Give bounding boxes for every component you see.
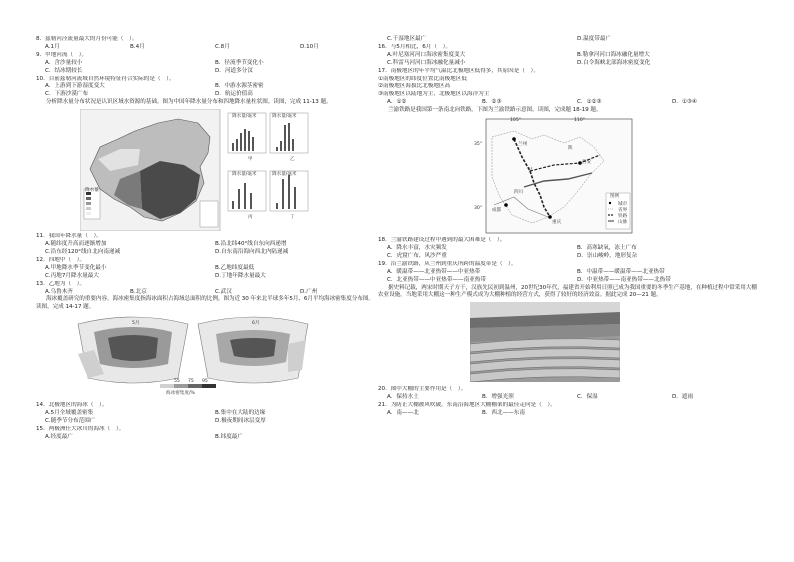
question-12: 12．四地中（ ）。 — [36, 256, 86, 263]
question-18-options-2 — [378, 253, 758, 261]
question-19: 19．沿兰渝铁路，从兰州到重庆所跨的温度带是（ ）。 — [378, 260, 517, 267]
question-15-options-2 — [378, 36, 758, 44]
left-column — [36, 36, 376, 442]
chart-d-axis: 降水量/毫米 — [272, 172, 297, 178]
option[interactable]: D．中亚热带——南亚热带——北热带 — [577, 276, 671, 283]
city-chengdu: 成都 — [492, 208, 502, 214]
option[interactable]: A.叶尼塞河河口海冰密集度变大 — [387, 51, 466, 58]
option[interactable]: C.千湿地区最广 — [387, 36, 427, 42]
lat-30: 30° — [474, 206, 483, 212]
province-chuan: 四川 — [514, 190, 524, 196]
question-21-options — [378, 410, 758, 418]
legend-95: 95 — [202, 379, 208, 385]
question-11: 11．我国年降水量（ ）。 — [36, 233, 102, 240]
question-14-options — [36, 410, 376, 418]
option[interactable]: D．河道多分汊 — [215, 67, 253, 74]
chart-a-axis: 降水量/毫米 — [232, 114, 257, 120]
option[interactable]: C．①②③ — [577, 99, 602, 106]
option[interactable]: D.温度带最广 — [577, 36, 612, 42]
question-12-options — [36, 265, 376, 273]
question-11-options-2 — [36, 249, 376, 257]
option[interactable]: A．降水丰富，水灾频发 — [387, 244, 447, 251]
question-17-item-3: ③南极地区以陆地为主，北极地区以海洋为主 — [378, 91, 490, 98]
option[interactable]: C．保湿 — [577, 394, 598, 401]
question-15: 15．两极洲任大冰川的海冰（ ）。 — [36, 425, 125, 432]
question-17: 17．南极地区的年平均气温比北极地区低得多，其原因是（ ）。 — [378, 67, 539, 74]
option[interactable]: B.乙地纬度最低 — [215, 264, 255, 271]
legend-75: 75 — [188, 379, 194, 385]
question-9: 9．甲地河流（ ）。 — [36, 51, 88, 58]
question-11-options — [36, 241, 376, 249]
legend-title: 降水量 — [85, 188, 99, 194]
intro-20-21: 据史料记载，两宋时期天子方干，汉族先民初到温州，20世纪30年代，福建省开始利用日照已成为我国重要的冬季生产基地，在种植过程中常采用大棚农业设施，当地采用大棚这一种生产模式成为大棚种植的经营方式，获得了较好的经济效益。据此完成 20—21 题。 — [378, 284, 757, 299]
question-19-options-2 — [378, 277, 758, 285]
option[interactable]: C．下游沙漠广布 — [45, 91, 89, 98]
option[interactable]: D.丁地年降水量最大 — [215, 272, 266, 279]
option[interactable]: D．①③④ — [672, 99, 697, 106]
option[interactable]: A．①② — [387, 99, 407, 106]
label-bing: 丙 — [248, 215, 253, 221]
question-20: 20．图中大棚的主要作用是（ ）。 — [378, 386, 467, 393]
legend-55: 55 — [174, 379, 180, 385]
lon-105: 105° — [510, 118, 522, 124]
option[interactable]: D.白令海峡北部海冰密度变化 — [577, 59, 651, 66]
option[interactable]: D．崇山峻岭，地形复杂 — [577, 252, 638, 259]
option[interactable]: B.沿北纬40°线自东向西递增 — [215, 241, 287, 248]
question-17-item-1: ①南极地区的纬度位置比南极地区低 — [378, 75, 467, 82]
label-jia: 甲 — [248, 157, 253, 163]
lon-110: 110° — [574, 118, 586, 124]
railway-map — [484, 117, 634, 235]
question-19-options — [378, 269, 758, 277]
legend-mountain: 山脉 — [618, 220, 628, 226]
province-shan: 陕 — [568, 146, 573, 152]
option[interactable]: D.10月 — [300, 43, 319, 50]
question-14-options-2 — [36, 418, 376, 426]
question-12-options-2 — [36, 273, 376, 281]
option[interactable]: A.1月 — [45, 43, 60, 50]
question-16-options-2 — [378, 60, 758, 68]
option[interactable]: B.4月 — [130, 43, 145, 50]
question-15-options — [36, 434, 376, 442]
option[interactable]: B．西北——东南 — [482, 410, 525, 417]
label-may: 5月 — [132, 321, 140, 327]
question-16-options — [378, 52, 758, 60]
option[interactable]: A.经度最广 — [45, 433, 73, 440]
option[interactable]: C．北亚热带——中亚热带——南亚热带 — [387, 276, 486, 283]
option[interactable]: D.极夜期间冰层变厚 — [215, 418, 266, 425]
option[interactable]: B.集中在大陆的边缘 — [215, 410, 266, 417]
option[interactable]: D.自东南沿海向西北内陆递减 — [215, 248, 289, 255]
label-yi: 乙 — [290, 157, 295, 163]
question-14: 14．北极地区的海冰（ ）。 — [36, 402, 108, 409]
option[interactable]: A．含沙量较小 — [45, 59, 83, 66]
label-ding: 丁 — [290, 215, 295, 221]
city-chongqing: 重庆 — [552, 220, 562, 226]
option[interactable]: A.5月全域覆盖密集 — [45, 410, 94, 417]
question-17-item-2: ②南极地区海拔比北极地区高 — [378, 83, 451, 90]
province-gan: 甘 — [528, 168, 533, 174]
option[interactable]: A.甲地降水季节变化最小 — [45, 264, 107, 271]
sea-ice-maps — [74, 314, 314, 400]
question-20-options — [378, 394, 758, 402]
option[interactable]: B．增强光照 — [482, 394, 514, 401]
label-june: 6月 — [252, 321, 260, 327]
intro-11-13: 分析降水量分布状况是认识区域水资源的基础。图为中国年降水量分布和四地降水量柱状图。读图，完成 11-13 题。 — [46, 99, 332, 106]
option[interactable]: C．结冰期较长 — [45, 67, 83, 74]
precipitation-figure — [36, 109, 376, 231]
question-16: 16．与5月相比，6月（ ）。 — [378, 43, 451, 50]
lat-35: 35° — [474, 142, 483, 148]
greenhouse-photo — [470, 302, 620, 382]
option[interactable]: B．径流季节变化小 — [215, 59, 264, 66]
option[interactable]: A.乌鲁木齐 — [45, 288, 73, 295]
question-9-options — [36, 60, 376, 68]
option[interactable]: A.随纬度升高而逐渐增加 — [45, 241, 107, 248]
question-21: 21．为防止大棚被风吹破，东南沿海地区大棚棚架的最佳走向是（ ）。 — [378, 402, 556, 409]
option[interactable]: B．中温带——暖温带——北亚热带 — [577, 268, 665, 275]
question-8-options — [36, 44, 376, 52]
option[interactable]: C.随季节分布范围广 — [45, 418, 96, 425]
question-18: 18．兰渝铁路建设过程中遇到的最大困难是（ ）。 — [378, 237, 506, 244]
chart-b-axis: 降水量/毫米 — [272, 114, 297, 120]
option[interactable]: C.武汉 — [215, 288, 232, 295]
option[interactable]: C．虎窟广布，风沙严重 — [387, 252, 447, 259]
question-13: 13．乙地为（ ）。 — [36, 280, 86, 287]
legend-border: 省界 — [618, 208, 628, 214]
city-xian: 西安 — [582, 160, 592, 166]
right-column — [378, 36, 758, 418]
option[interactable]: C.科雷马河河口海冰融化量减小 — [387, 59, 466, 66]
greenhouse-figure — [378, 302, 758, 384]
option[interactable]: A．上游到下游湿度变大 — [45, 83, 105, 90]
question-18-options — [378, 245, 758, 253]
option[interactable]: B．②③ — [482, 99, 502, 106]
option[interactable]: B．中游水源茎密密 — [215, 83, 264, 90]
railway-figure — [378, 117, 758, 235]
question-10: 10．目前兹勒河流域自然环境特征符合实际的是（ ）。 — [36, 75, 175, 82]
option[interactable]: C.沿东经120°线自北向南递减 — [45, 248, 121, 255]
question-9-options-2 — [36, 68, 376, 76]
option[interactable]: D．航运价值高 — [215, 91, 253, 98]
legend-title: 图例 — [610, 194, 620, 200]
legend-railway: 铁路 — [618, 214, 628, 220]
option[interactable]: A．暖温带——北亚热带——中亚热带 — [387, 268, 481, 275]
option[interactable]: D．遮雨 — [672, 394, 694, 401]
legend-ice: 海冰密集度/% — [166, 391, 195, 397]
question-17-options — [378, 99, 758, 107]
option[interactable]: B.勒拿河河口海冰融化量增大 — [577, 51, 650, 58]
option[interactable]: A．保持水土 — [387, 394, 419, 401]
option[interactable]: D.广州 — [300, 288, 318, 295]
chart-c-axis: 降水量/毫米 — [232, 172, 257, 178]
intro-14-17: 海冰覆盖研究的重要内容。海冰密集度指海冰面积占海域总面积的比例。图为近 30 年来北半球多年5月、6月平均海冰密集度分布图。读图，完成 14-17 题。 — [36, 296, 374, 311]
option[interactable]: B.北京 — [130, 288, 147, 295]
city-lanzhou: 兰州 — [518, 142, 528, 148]
option[interactable]: B.纬度最广 — [215, 433, 243, 440]
question-8: 8．兹勒河泾流量最大的月份可能（ ）。 — [36, 36, 138, 42]
option[interactable]: C.丙地7月降水量最大 — [45, 272, 99, 279]
option[interactable]: A．南——北 — [387, 410, 419, 417]
option[interactable]: B．高寒缺氧，冻土广布 — [577, 244, 637, 251]
option[interactable]: C.8月 — [215, 43, 230, 50]
intro-18-19: 兰渝铁路是我国第一条南北向铁路，下图为兰渝铁路示意图。读图，完成题 18-19 题。 — [388, 107, 602, 114]
legend-city: 城市 — [618, 202, 628, 208]
sea-ice-figure — [36, 314, 376, 400]
china-precipitation-map — [80, 109, 310, 231]
